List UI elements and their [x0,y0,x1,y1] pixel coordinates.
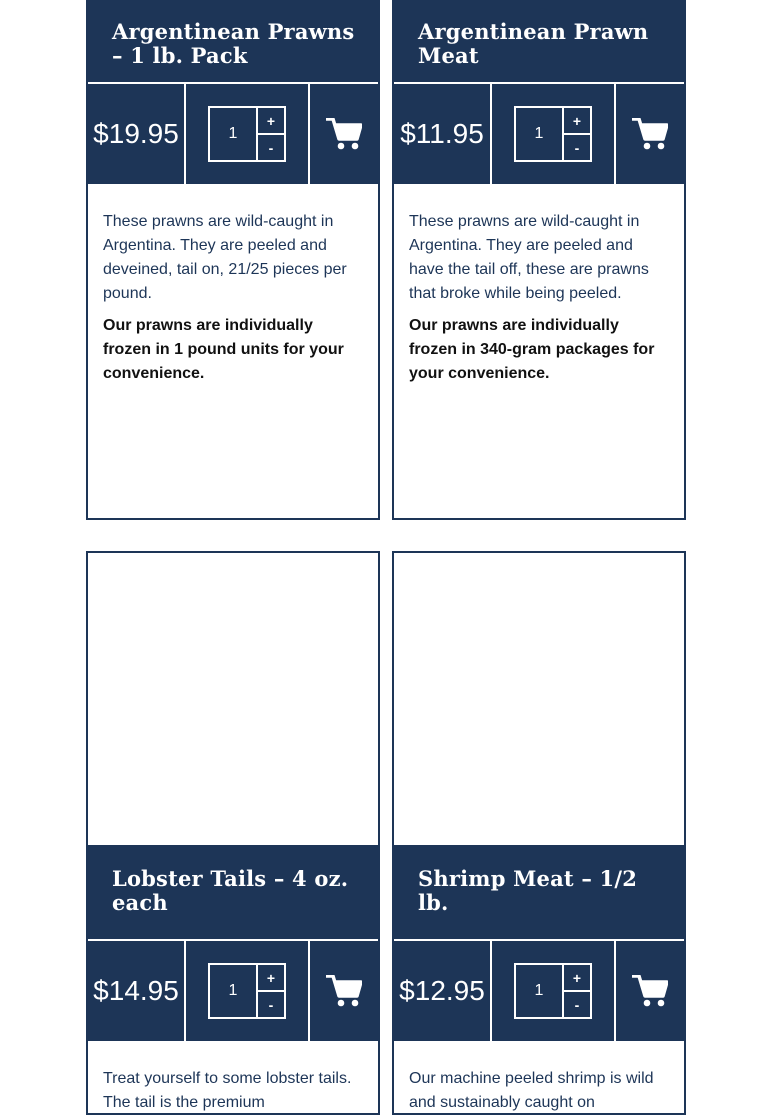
product-title[interactable]: Argentinean Prawn Meat [418,19,649,68]
quantity-buttons [564,965,590,1017]
product-title[interactable]: Argentinean Prawns – 1 lb. Pack [112,19,355,68]
shopping-cart-icon [326,975,362,1007]
packaging-note: Our prawns are individually frozen in 1 pound units for your convenience. [103,317,344,382]
quantity-cell [492,84,616,184]
quantity-input[interactable]: 1 [210,965,258,1017]
add-to-cart-button[interactable] [310,84,378,184]
quantity-stepper [208,963,286,1019]
quantity-cell [186,84,310,184]
product-price: $11.95 [394,84,492,184]
quantity-increase-button[interactable]: + [258,108,284,135]
quantity-buttons [258,108,284,160]
packaging-note: Our prawns are individually frozen in 340-gram packages for your convenience. [409,317,655,382]
purchase-row [88,84,378,184]
product-price: $14.95 [88,941,186,1041]
quantity-increase-button[interactable]: + [564,108,590,135]
quantity-buttons [258,965,284,1017]
product-image[interactable] [88,553,378,845]
description-text: Treat yourself to some lobster tails. The tail is the premium [103,1070,352,1111]
add-to-cart-button[interactable] [310,941,378,1041]
quantity-stepper [514,106,592,162]
quantity-decrease-button[interactable]: - [574,139,580,156]
quantity-input[interactable]: 1 [516,965,564,1017]
product-card [86,551,380,1115]
product-title-bar [394,0,684,84]
quantity-increase-button[interactable]: + [258,965,284,992]
add-to-cart-button[interactable] [616,84,684,184]
description-text: Our machine peeled shrimp is wild and sustainably caught on [409,1070,654,1111]
add-to-cart-button[interactable] [616,941,684,1041]
quantity-increase-button[interactable]: + [564,965,590,992]
description-text: These prawns are wild-caught in Argentina. They are peeled and have the tail off, these are prawns that broke while being peeled. [409,213,649,302]
product-card [86,0,380,520]
quantity-decrease-button[interactable]: - [268,139,274,156]
purchase-row [88,941,378,1041]
purchase-row [394,941,684,1041]
product-title[interactable]: Lobster Tails – 4 oz. each [112,866,349,915]
quantity-cell [492,941,616,1041]
product-description [394,184,684,386]
quantity-decrease-button[interactable]: - [268,996,274,1013]
product-title-bar [394,845,684,941]
product-description [394,1041,684,1115]
shopping-cart-icon [326,118,362,150]
description-text: These prawns are wild-caught in Argentina. They are peeled and deveined, tail on, 21/25 pieces per pound. [103,213,347,302]
product-title-bar [88,0,378,84]
shopping-cart-icon [632,975,668,1007]
product-description [88,1041,378,1115]
product-card [392,0,686,520]
quantity-input[interactable]: 1 [516,108,564,160]
product-title[interactable]: Shrimp Meat – 1/2 lb. [418,866,638,915]
quantity-input[interactable]: 1 [210,108,258,160]
product-image[interactable] [394,553,684,845]
product-card [392,551,686,1115]
shopping-cart-icon [632,118,668,150]
quantity-decrease-button[interactable]: - [574,996,580,1013]
product-price: $12.95 [394,941,492,1041]
quantity-buttons [564,108,590,160]
quantity-cell [186,941,310,1041]
quantity-stepper [208,106,286,162]
product-price: $19.95 [88,84,186,184]
product-description [88,184,378,386]
product-title-bar [88,845,378,941]
quantity-stepper [514,963,592,1019]
purchase-row [394,84,684,184]
